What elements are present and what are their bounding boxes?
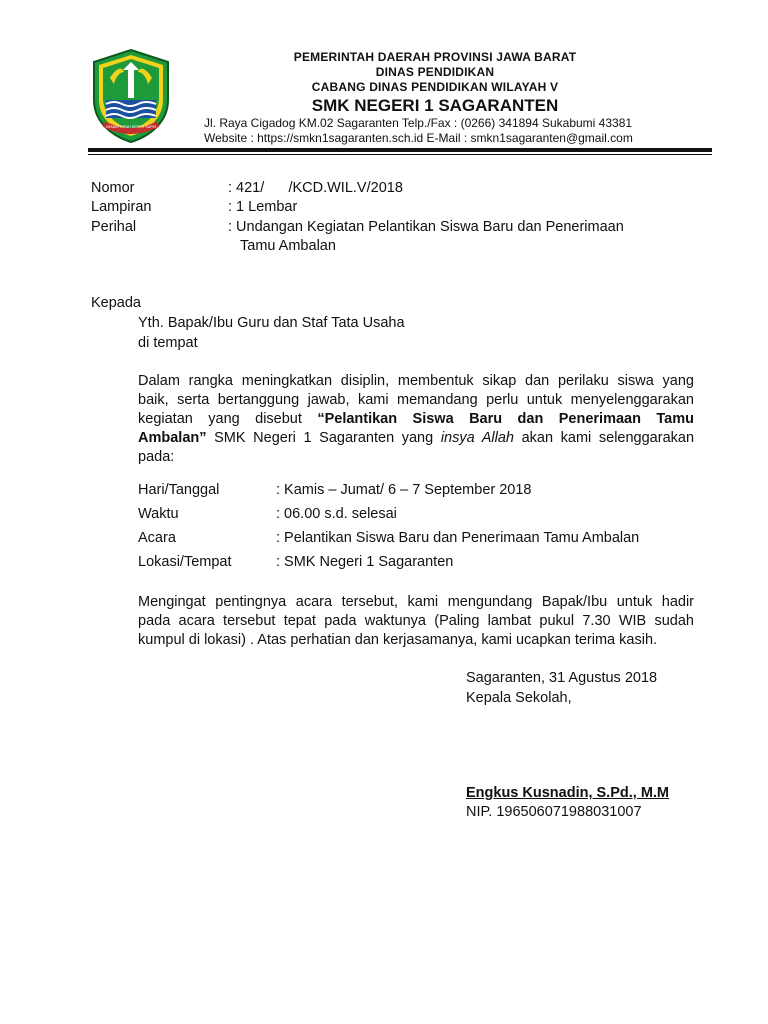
gov-line: PEMERINTAH DAERAH PROVINSI JAWA BARAT xyxy=(293,50,577,64)
recipient-place: di tempat xyxy=(138,335,198,351)
lokasi-value: : SMK Negeri 1 Sagaranten xyxy=(276,554,454,570)
hari-value: : Kamis – Jumat/ 6 – 7 September 2018 xyxy=(276,482,532,498)
body2-line: pada acara tersebut tepat pada waktunya (Paling lambat pukul 7.30 WIB sudah xyxy=(138,613,694,629)
body1-line: pada: xyxy=(138,449,175,465)
waktu-value: : 06.00 s.d. selesai xyxy=(276,506,397,522)
kepada-label: Kepada xyxy=(91,295,141,311)
acara-value: : Pelantikan Siswa Baru dan Penerimaan Tamu Ambalan xyxy=(276,530,640,546)
agency-line: DINAS PENDIDIKAN xyxy=(375,65,495,79)
body1-line xyxy=(138,410,694,429)
body1-line xyxy=(138,429,694,448)
signer-role: Kepala Sekolah, xyxy=(466,690,572,706)
lokasi-label: Lokasi/Tempat xyxy=(138,554,232,570)
event-title-part1: “Pelantikan Siswa Baru dan Penerimaan Tamu xyxy=(317,411,694,427)
event-title-part2: Ambalan” xyxy=(138,430,207,446)
branch-line: CABANG DINAS PENDIDIKAN WILAYAH V xyxy=(311,80,559,94)
perihal-label: Perihal xyxy=(91,219,137,235)
signer-name: Engkus Kusnadin, S.Pd., M.M xyxy=(466,785,670,801)
place-date: Sagaranten, 31 Agustus 2018 xyxy=(466,670,658,686)
west-java-emblem-logo xyxy=(90,48,172,144)
letterhead-divider-thick xyxy=(88,148,712,152)
school-address: Jl. Raya Cigadog KM.02 Sagaranten Telp./Fax : (0266) 341894 Sukabumi 43381 xyxy=(204,116,633,130)
body-paragraph-1 xyxy=(138,372,694,467)
nomor-label: Nomor xyxy=(91,180,135,196)
perihal-value: : Undangan Kegiatan Pelantikan Siswa Baru dan Penerimaan xyxy=(228,219,624,235)
lampiran-value: : 1 Lembar xyxy=(228,199,298,215)
school-name: SMK NEGERI 1 SAGARANTEN xyxy=(311,96,559,115)
acara-label: Acara xyxy=(138,530,176,546)
body-paragraph-2 xyxy=(138,593,694,650)
body2-line: kumpul di lokasi) . Atas perhatian dan kerjasamanya, kami ucapkan terima kasih. xyxy=(138,632,658,648)
body1-line: Dalam rangka meningkatkan disiplin, membentuk sikap dan perilaku siswa yang xyxy=(138,373,694,389)
hari-label: Hari/Tanggal xyxy=(138,482,220,498)
body1-line: baik, serta bertanggung jawab, kami memandang perlu untuk menyelenggarakan xyxy=(138,392,694,408)
letterhead xyxy=(200,50,670,146)
body1-italic: insya Allah xyxy=(440,430,514,446)
waktu-label: Waktu xyxy=(138,506,179,522)
recipient-line: Yth. Bapak/Ibu Guru dan Staf Tata Usaha xyxy=(138,315,405,331)
lampiran-label: Lampiran xyxy=(91,199,152,215)
perihal-value-cont: Tamu Ambalan xyxy=(240,238,336,254)
body1-text: SMK Negeri 1 Sagaranten yang xyxy=(214,430,434,446)
body2-line: Mengingat pentingnya acara tersebut, kami mengundang Bapak/Ibu untuk hadir xyxy=(138,594,694,610)
logo-motto: GEMAH RIPAH REPEH RAPIH xyxy=(105,125,157,129)
letterhead-divider-thin xyxy=(88,154,712,155)
body1-text: kegiatan yang disebut xyxy=(138,411,302,427)
school-contact: Website : https://smkn1sagaranten.sch.id E-Mail : smkn1sagaranten@gmail.com xyxy=(204,131,633,145)
nomor-value: : 421/ /KCD.WIL.V/2018 xyxy=(228,180,403,196)
signer-nip: NIP. 196506071988031007 xyxy=(466,804,642,820)
body1-text: akan kami selenggarakan xyxy=(521,430,695,446)
